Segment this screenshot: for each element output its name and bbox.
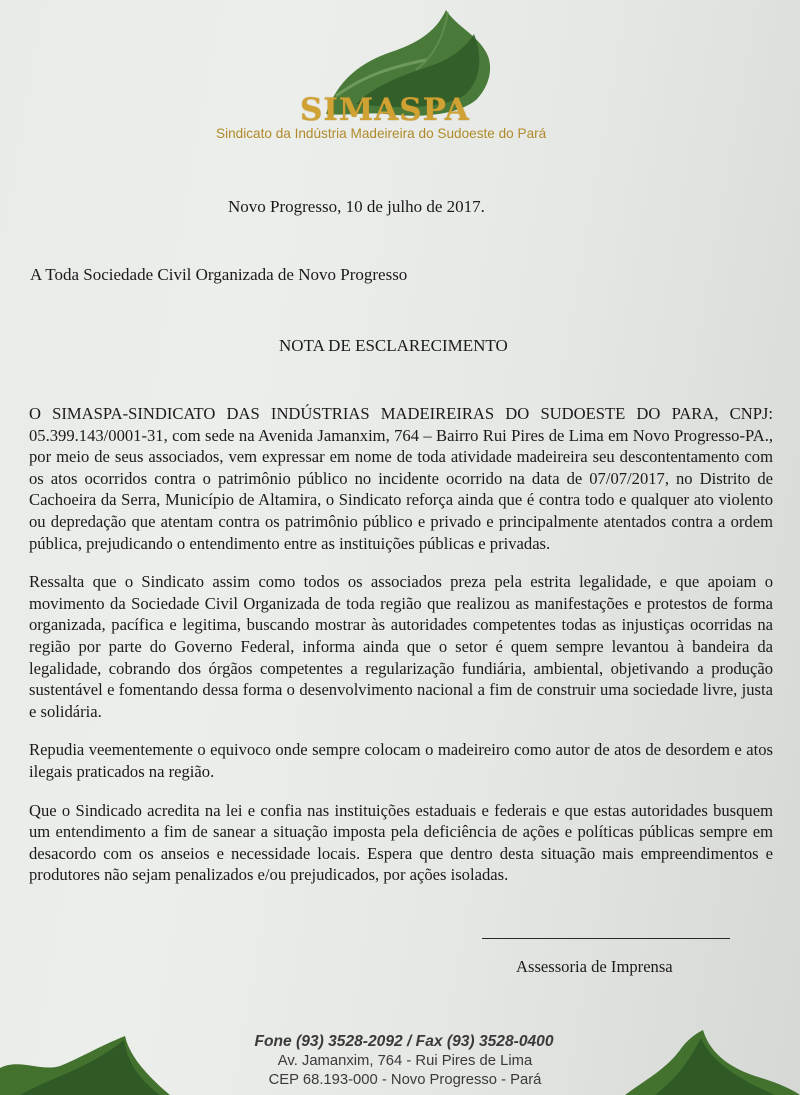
paragraph-1: O SIMASPA-SINDICATO DAS INDÚSTRIAS MADEIREIRAS DO SUDOESTE DO PARA, CNPJ: 05.399.143/0001-31, com sede na Avenida Jamanxim, 764 – Bairro Rui Pires de Lima em Novo Progresso-PA., por meio de seus associados, vem expressar em nome de toda atividade madeireira seu descontentamento com os atos ocorridos contra o patrimônio público no incidente ocorrido na data de 07/07/2017, no Distrito de Cachoeira da Serra, Município de Altamira, o Sindicato reforça ainda que é contra todo e qualquer ato violento ou depredação que atentam contra os patrimônio público e privado e principalmente atentados contra a ordem pública, prejudicando o entendimento entre as instituições públicas e privadas.	[29, 404, 773, 553]
addressee: A Toda Sociedade Civil Organizada de Novo Progresso	[30, 265, 408, 284]
paragraph-4: Que o Sindicado acredita na lei e confia nas instituições estaduais e federais e que estas autoridades busquem um entendimento a fim de sanear a situação imposta pela deficiência de ações e políticas públicas sempre em desacordo com os anseios e necessidade locais. Espera que dentro desta situação mais empreendimentos e produtores não sejam penalizados e/ou prejudicados, por ações isoladas.	[29, 800, 773, 885]
organization-name: Sindicato da Indústria Madeireira do Sudoeste do Pará	[216, 126, 547, 141]
footer-cep-city: CEP 68.193-000 - Novo Progresso - Pará	[268, 1072, 542, 1088]
letter-body	[29, 403, 773, 903]
footer	[0, 1032, 800, 1090]
footer-phone-fax: Fone (93) 3528-2092 / Fax (93) 3528-0400	[254, 1033, 554, 1050]
dateline: Novo Progresso, 10 de julho de 2017.	[228, 197, 485, 216]
footer-address: Av. Jamanxim, 764 - Rui Pires de Lima	[277, 1053, 533, 1069]
paragraph-3: Repudia veementemente o equivoco onde sempre colocam o madeireiro como autor de atos de desordem e atos ilegais praticados na região.	[29, 740, 773, 781]
document-title: NOTA DE ESCLARECIMENTO	[279, 336, 508, 355]
signature-line	[482, 938, 730, 939]
paragraph-2: Ressalta que o Sindicato assim como todos os associados preza pela estrita legalidade, e que apoiam o movimento da Sociedade Civil Organizada de toda região que realizou as manifestações e protestos de forma organizada, pacífica e legitima, buscando mostrar às autoridades competentes todas as injustiças ocorridas na região por parte do Governo Federal, informa ainda que o setor é quem sempre levantou à bandeira da legalidade, cobrando dos órgãos competentes a regularização fundiária, ambiental, objetivando a produção sustentável e fomentando dessa forma o desenvolvimento nacional a fim de construir uma sociedade livre, justa e solidária.	[29, 572, 773, 721]
signature: Assessoria de Imprensa	[516, 957, 673, 976]
logo-wordmark: SIMASPA	[300, 92, 470, 128]
